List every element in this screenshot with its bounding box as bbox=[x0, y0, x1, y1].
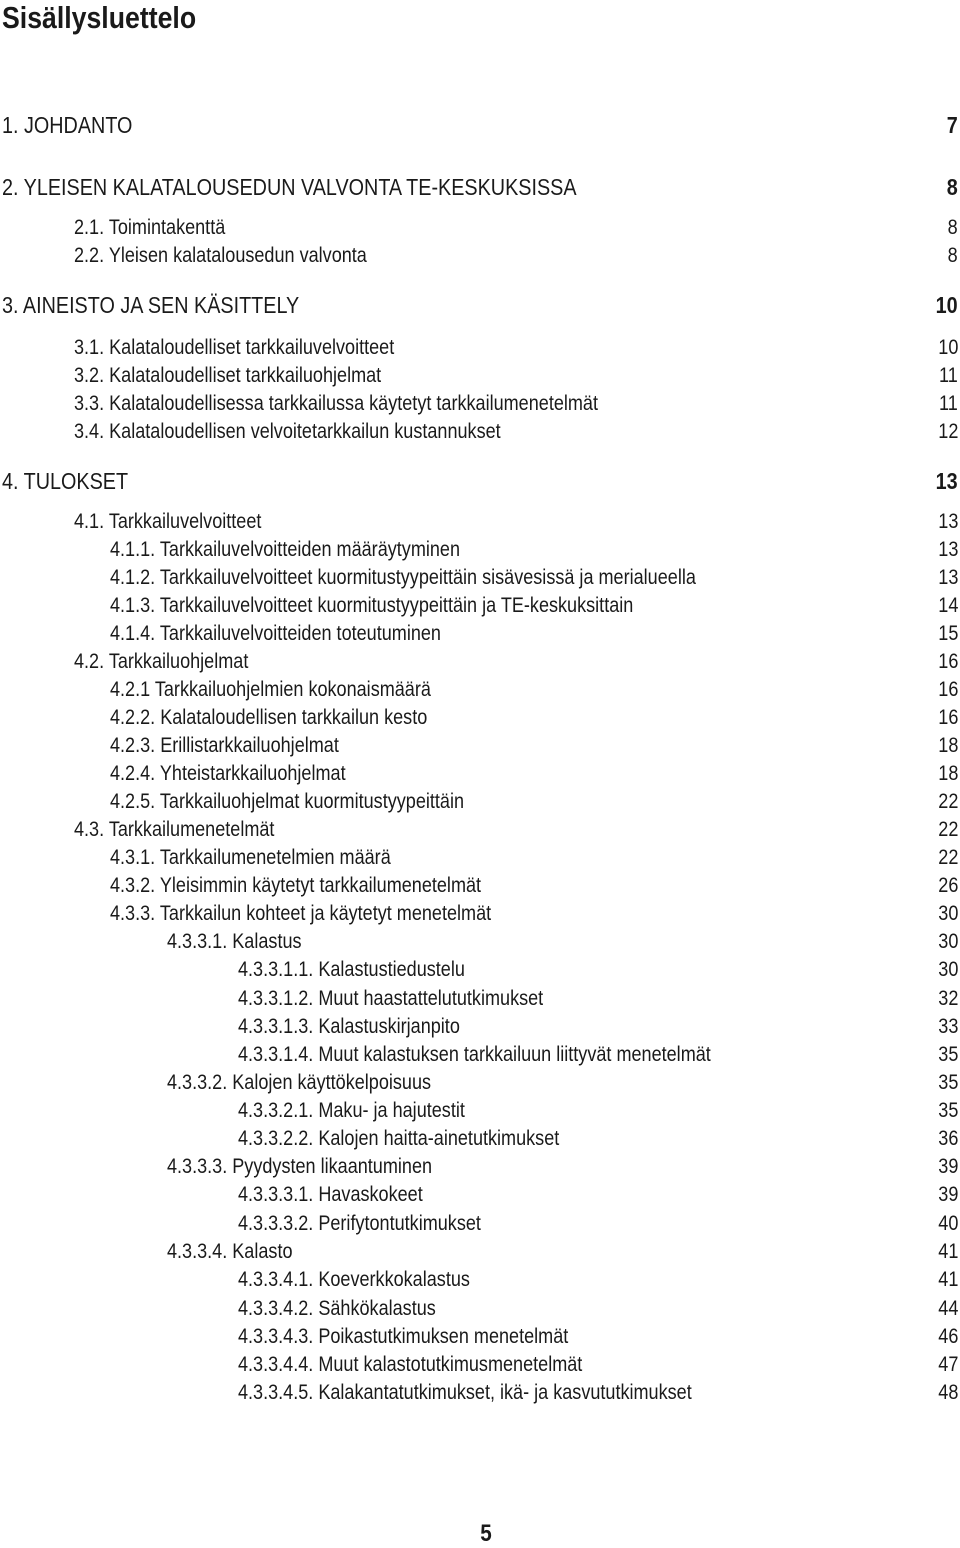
toc-entry-page: 11 bbox=[939, 364, 958, 387]
toc-entry-title: 4.3.3.4.3. Poikastutkimuksen menetelmät bbox=[238, 1325, 569, 1348]
toc-entry-title: 4.3.3.3.1. Havaskokeet bbox=[238, 1183, 423, 1206]
toc-entry bbox=[0, 1153, 960, 1181]
toc-entry bbox=[0, 536, 960, 564]
toc-entry-title: 4.3.3.4.5. Kalakantatutkimukset, ikä- ja kasvututkimukset bbox=[238, 1381, 692, 1404]
toc-entry-page: 22 bbox=[937, 846, 958, 869]
toc-entry-title: 4.1.4. Tarkkailuvelvoitteiden toteutuminen bbox=[110, 622, 441, 645]
toc-entry-page: 8 bbox=[947, 216, 958, 239]
toc-entry-title: 4.2.2. Kalataloudellisen tarkkailun kesto bbox=[110, 706, 428, 729]
toc-entry-title: 4.1.3. Tarkkailuvelvoitteet kuormitustyypeittäin ja TE-keskuksittain bbox=[110, 594, 634, 617]
toc-entry bbox=[0, 291, 960, 319]
toc-entry bbox=[0, 1097, 960, 1125]
toc-entry-page: 15 bbox=[937, 622, 958, 645]
toc-entry-page: 35 bbox=[937, 1043, 958, 1066]
toc-entry-page: 41 bbox=[937, 1240, 958, 1263]
toc-entry-page: 11 bbox=[939, 392, 958, 415]
toc-entry-title: 4.3.2. Yleisimmin käytetyt tarkkailumenetelmät bbox=[110, 874, 482, 897]
toc-entry bbox=[0, 1210, 960, 1238]
toc-entry-title: 2. YLEISEN KALATALOUSEDUN VALVONTA TE-KESKUKSISSA bbox=[2, 174, 577, 200]
toc-entry bbox=[0, 564, 960, 592]
toc-entry bbox=[0, 1013, 960, 1041]
toc-entry-title: 4.2.1 Tarkkailuohjelmien kokonaismäärä bbox=[110, 678, 431, 701]
toc-entry-title: 4.3.3.4.2. Sähkökalastus bbox=[238, 1297, 436, 1320]
toc-entry-page: 10 bbox=[937, 336, 958, 359]
toc-entry-title: 4.3.3.3. Pyydysten likaantuminen bbox=[167, 1155, 433, 1178]
toc-entry-page: 16 bbox=[937, 706, 958, 729]
toc-entry bbox=[0, 508, 960, 536]
toc-entry-page: 10 bbox=[935, 292, 958, 318]
toc-entry-page: 26 bbox=[937, 874, 958, 897]
toc-entry-title: 4.3.3.1.4. Muut kalastuksen tarkkailuun liittyvät menetelmät bbox=[238, 1043, 711, 1066]
toc-entry-title: 4.3.3.3.2. Perifytontutkimukset bbox=[238, 1212, 481, 1235]
toc-entry-title: 4.1. Tarkkailuvelvoitteet bbox=[74, 510, 262, 533]
toc-entry bbox=[0, 1379, 960, 1407]
toc-entry bbox=[0, 592, 960, 620]
toc-entry-page: 22 bbox=[937, 818, 958, 841]
toc-entry-title: 4.3.3.4.4. Muut kalastotutkimusmenetelmät bbox=[238, 1353, 583, 1376]
toc-entry bbox=[0, 467, 960, 495]
toc-entry-page: 14 bbox=[937, 594, 958, 617]
toc-entry bbox=[0, 242, 960, 270]
toc-entry-title: 4.3.3.1.2. Muut haastattelututkimukset bbox=[238, 987, 544, 1010]
toc-entry-page: 36 bbox=[937, 1127, 958, 1150]
toc-entry-page: 44 bbox=[937, 1297, 958, 1320]
toc-entry bbox=[0, 1351, 960, 1379]
toc-entry-title: 4.3.3.2. Kalojen käyttökelpoisuus bbox=[167, 1071, 432, 1094]
toc-entry bbox=[0, 1238, 960, 1266]
page-number: 5 bbox=[480, 1520, 492, 1547]
toc-entry-page: 30 bbox=[937, 930, 958, 953]
toc-entry-title: 4.3.3.2.2. Kalojen haitta-ainetutkimukset bbox=[238, 1127, 560, 1150]
toc-entry bbox=[0, 844, 960, 872]
toc-entry-page: 32 bbox=[937, 987, 958, 1010]
toc-entry bbox=[0, 418, 960, 446]
toc-entry-title: 2.2. Yleisen kalatalousedun valvonta bbox=[74, 244, 367, 267]
toc-entry-title: 4.3.3.1.3. Kalastuskirjanpito bbox=[238, 1015, 460, 1038]
toc-entry-page: 13 bbox=[937, 566, 958, 589]
toc-entry-title: 4.3.3.1.1. Kalastustiedustelu bbox=[238, 958, 465, 981]
toc-entry-title: 4.2.3. Erillistarkkailuohjelmat bbox=[110, 734, 339, 757]
toc-entry-title: 4.3.3. Tarkkailun kohteet ja käytetyt menetelmät bbox=[110, 902, 492, 925]
toc-entry-page: 39 bbox=[937, 1183, 958, 1206]
toc-entry-title: 4.3.3.2.1. Maku- ja hajutestit bbox=[238, 1099, 465, 1122]
toc-entry bbox=[0, 928, 960, 956]
toc-entry bbox=[0, 362, 960, 390]
toc-entry-page: 35 bbox=[937, 1099, 958, 1122]
toc-entry-page: 40 bbox=[937, 1212, 958, 1235]
toc-entry bbox=[0, 1295, 960, 1323]
toc-entry bbox=[0, 676, 960, 704]
toc-entry-title: 3.1. Kalataloudelliset tarkkailuvelvoitteet bbox=[74, 336, 395, 359]
toc-entry bbox=[0, 390, 960, 418]
toc-entry-page: 30 bbox=[937, 958, 958, 981]
toc-entry bbox=[0, 956, 960, 984]
toc-entry bbox=[0, 334, 960, 362]
toc-entry-page: 8 bbox=[946, 174, 958, 200]
toc-entry-page: 30 bbox=[937, 902, 958, 925]
toc-entry-page: 18 bbox=[937, 762, 958, 785]
toc-entry-title: 3.4. Kalataloudellisen velvoitetarkkailun kustannukset bbox=[74, 420, 501, 443]
toc-entry-title: 4.2. Tarkkailuohjelmat bbox=[74, 650, 249, 673]
toc-entry-title: 4.3.3.4. Kalasto bbox=[167, 1240, 293, 1263]
toc-entry-page: 41 bbox=[937, 1268, 958, 1291]
toc-entry bbox=[0, 1069, 960, 1097]
toc-entry-title: 3. AINEISTO JA SEN KÄSITTELY bbox=[2, 292, 300, 318]
toc-entry-page: 48 bbox=[937, 1381, 958, 1404]
toc-entry bbox=[0, 111, 960, 139]
toc-entry-page: 7 bbox=[946, 112, 958, 138]
toc-entry bbox=[0, 1125, 960, 1153]
toc-entry bbox=[0, 732, 960, 760]
toc-entry-page: 46 bbox=[937, 1325, 958, 1348]
toc-entry-title: 4.3. Tarkkailumenetelmät bbox=[74, 818, 275, 841]
toc-entry-page: 22 bbox=[937, 790, 958, 813]
toc-entry-title: 3.2. Kalataloudelliset tarkkailuohjelmat bbox=[74, 364, 382, 387]
toc-entry bbox=[0, 1041, 960, 1069]
toc-entry-title: 4.1.2. Tarkkailuvelvoitteet kuormitustyypeittäin sisävesissä ja merialueella bbox=[110, 566, 696, 589]
toc-entry bbox=[0, 173, 960, 201]
toc-entry-page: 12 bbox=[937, 420, 958, 443]
toc-entry-page: 47 bbox=[937, 1353, 958, 1376]
toc-entry-title: 2.1. Toimintakenttä bbox=[74, 216, 226, 239]
toc-entry-title: 4.2.4. Yhteistarkkailuohjelmat bbox=[110, 762, 346, 785]
toc-entry-page: 33 bbox=[937, 1015, 958, 1038]
toc-entry bbox=[0, 760, 960, 788]
toc-entry bbox=[0, 648, 960, 676]
toc-entry bbox=[0, 985, 960, 1013]
toc-entry-page: 16 bbox=[937, 678, 958, 701]
toc-entry-page: 35 bbox=[937, 1071, 958, 1094]
toc-entry bbox=[0, 900, 960, 928]
toc-entry-page: 13 bbox=[935, 468, 958, 494]
toc-entry bbox=[0, 620, 960, 648]
toc-entry-page: 13 bbox=[937, 510, 958, 533]
toc-entry-title: 4.1.1. Tarkkailuvelvoitteiden määräytyminen bbox=[110, 538, 461, 561]
toc-entry-title: 4.3.3.1. Kalastus bbox=[167, 930, 302, 953]
toc-entry bbox=[0, 704, 960, 732]
toc-entry bbox=[0, 788, 960, 816]
toc-entry bbox=[0, 872, 960, 900]
toc-entry-title: 4. TULOKSET bbox=[2, 468, 129, 494]
toc-entry-title: 4.3.1. Tarkkailumenetelmien määrä bbox=[110, 846, 391, 869]
toc-entry bbox=[0, 214, 960, 242]
toc-entry-title: 3.3. Kalataloudellisessa tarkkailussa käytetyt tarkkailumenetelmät bbox=[74, 392, 599, 415]
toc-entry-title: 4.2.5. Tarkkailuohjelmat kuormitustyypeittäin bbox=[110, 790, 465, 813]
toc-entry-page: 39 bbox=[937, 1155, 958, 1178]
toc-entry-page: 18 bbox=[937, 734, 958, 757]
toc-entry-page: 8 bbox=[947, 244, 958, 267]
toc-entry bbox=[0, 1266, 960, 1294]
toc-entry bbox=[0, 1323, 960, 1351]
toc-entry-page: 16 bbox=[937, 650, 958, 673]
toc-entry-page: 13 bbox=[937, 538, 958, 561]
toc-entry-title: 4.3.3.4.1. Koeverkkokalastus bbox=[238, 1268, 470, 1291]
toc-entry bbox=[0, 816, 960, 844]
toc-entry-title: 1. JOHDANTO bbox=[2, 112, 133, 138]
toc-entry bbox=[0, 1181, 960, 1209]
page-title: Sisällysluettelo bbox=[2, 0, 197, 35]
